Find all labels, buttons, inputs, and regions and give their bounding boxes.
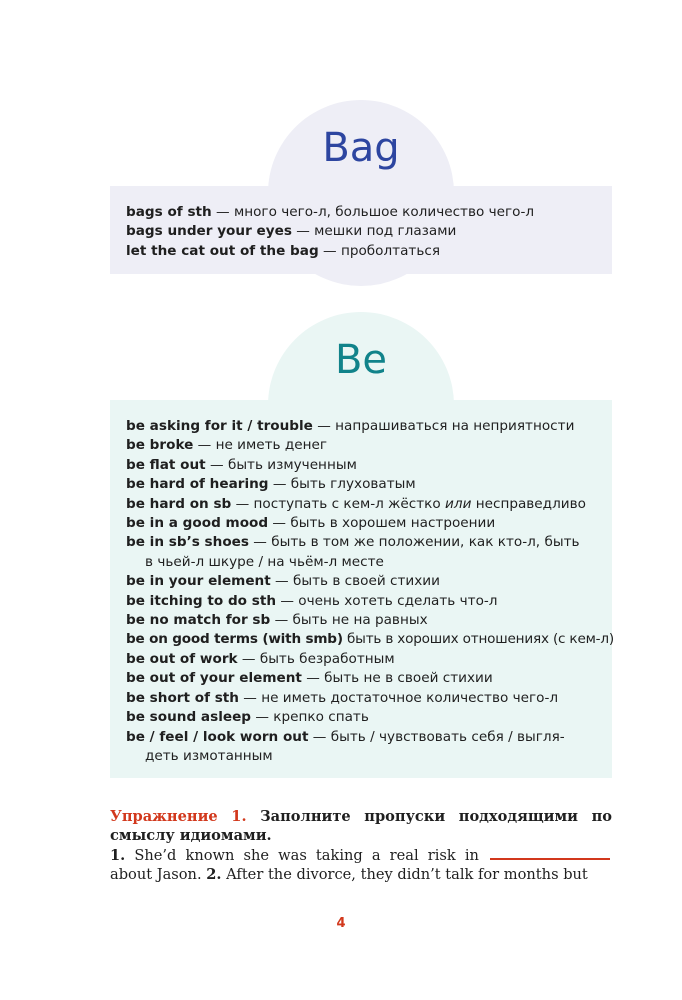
idiom-meaning: быть безработным [259,650,395,667]
idiom-phrase: be / feel / look worn out [126,728,309,745]
idiom-meaning: поступать с кем-л жёстко [253,495,446,512]
idiom-meaning: быть / чувствовать себя / выгля- [330,728,565,745]
idiom-phrase: be hard on sb [126,495,232,512]
idiom-phrase: bags under your eyes [126,223,292,240]
idiom-separator: — [318,242,341,259]
idiom-phrase: be broke [126,437,194,454]
idiom-separator: — [276,592,299,609]
idiom-meaning: быть в своей стихии [292,573,440,590]
exercise-item-number: 2. [206,866,222,884]
be-section [110,0,612,790]
idiom-phrase: be flat out [126,456,206,473]
be-entry [126,611,602,630]
idiom-separator: — [312,418,336,434]
idiom-separator: — [238,689,262,706]
be-entry [126,592,602,611]
idiom-phrase: be short of sth [126,689,239,706]
idiom-separator: — [231,495,254,512]
idiom-meaning-italic: или [445,495,472,512]
be-entries-box [110,400,612,778]
idiom-phrase: be itching to do sth [126,592,277,609]
idiom-separator: — [251,709,274,726]
bag-title: Bag [322,125,400,171]
idiom-meaning: очень хотеть сделать что-л [298,592,498,609]
idiom-phrase: be no match for sb [126,612,271,629]
be-entry [126,436,602,455]
be-entry [126,650,602,669]
idiom-separator: — [193,437,216,454]
idiom-phrase: bags of sth [126,204,212,220]
idiom-meaning: много чего-л, большое количество чего-л [233,204,535,220]
idiom-phrase: be out of your element [126,670,302,687]
exercise-block [110,807,612,885]
idiom-separator: — [270,612,293,629]
idiom-phrase: be in a good mood [126,515,269,532]
be-entry [126,456,602,475]
idiom-separator: — [268,476,291,493]
idiom-meaning: быть не в своей стихии [324,670,493,687]
idiom-separator: — [291,223,315,240]
be-entry [126,630,614,649]
idiom-phrase: be asking for it / trouble [126,418,313,434]
idiom-phrase: be out of work [126,650,238,667]
exercise-label: Упражнение 1. [110,808,247,825]
idiom-phrase: be in sb’s shoes [126,534,249,551]
be-entry [126,533,602,572]
idiom-separator: — [237,650,260,667]
idiom-meaning: быть глуховатым [290,476,416,493]
idiom-separator: — [268,515,291,532]
be-entry [126,708,602,727]
idiom-separator: — [270,573,293,590]
idiom-separator: — [205,456,228,473]
idiom-phrase: be on good terms (with smb) [126,631,343,648]
idiom-separator: — [301,670,325,687]
exercise-heading [110,807,612,846]
idiom-meaning: быть в хороших отношениях (с кем-л) [346,631,614,648]
idiom-phrase: be hard of hearing [126,476,269,493]
answer-blank[interactable] [490,846,610,860]
idiom-meaning: быть не на равных [292,612,428,629]
be-title: Be [334,337,388,383]
be-entry [126,475,602,494]
idiom-meaning: напрашиваться на неприятности [335,418,575,434]
idiom-meaning: мешки под глазами [314,223,457,240]
be-entry [126,728,602,767]
idiom-meaning-continued: деть измотанным [145,747,273,764]
idiom-meaning-continued: в чьей-л шкуре / на чьём-л месте [145,553,384,570]
idiom-meaning: не иметь достаточное количество чего-л [261,689,559,706]
idiom-meaning: несправедливо [471,495,586,512]
idiom-meaning: крепко спать [273,709,369,726]
be-entry [126,572,602,591]
idiom-meaning: быть измученным [227,456,357,473]
idiom-meaning: быть в хорошем настроении [290,515,496,532]
idiom-separator: — [248,534,272,551]
exercise-sentence: After the divorce, they didn’t talk for months but [221,866,588,884]
idiom-phrase: let the cat out of the bag [126,242,319,259]
be-entry [126,669,602,688]
idiom-meaning: быть в том же положении, как кто-л, быть [271,534,580,551]
idiom-phrase: be sound asleep [126,709,252,726]
exercise-sentence: She’d known she was taking a real risk in [125,846,488,864]
idiom-meaning: не иметь денег [215,437,328,454]
idiom-separator: — [308,728,331,745]
exercise-sentence: about Jason. [110,866,207,884]
exercise-item-number: 1. [110,846,126,864]
idiom-separator: — [211,204,234,220]
be-entry [126,689,602,708]
idiom-meaning: проболтаться [340,242,441,259]
exercise-instruction: Заполните пропуски подходящими по смыслу идиомами. [110,808,612,845]
be-entry [126,417,602,436]
exercise-text [110,846,612,885]
be-entry [126,495,602,514]
page-number: 4 [336,916,346,931]
idiom-phrase: be in your element [126,573,271,590]
be-entry [126,514,602,533]
